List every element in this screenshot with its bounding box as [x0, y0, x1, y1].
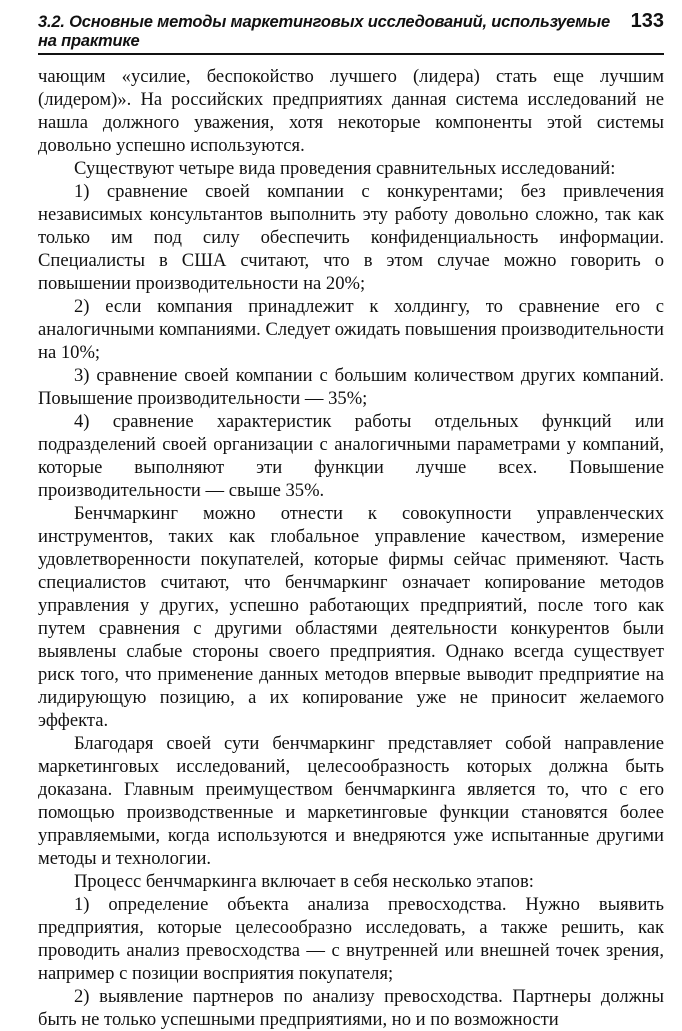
list-item-1: 1) сравнение своей компании с конкурентами; без привлечения независимых консультантов выполнить эту работу довольно сложно, так как только им под силу обеспечить конфиденциальность информации. Специалисты в США считают, что в этом случае можно говорить о повышении производительности на 20%; — [38, 181, 664, 294]
section-title: 3.2. Основные методы маркетинговых исследований, используемые на практике — [38, 13, 610, 50]
paragraph-benchmarking-essence: Благодаря своей сути бенчмаркинг представляет собой направление маркетинговых исследований, целесообразность которых должна быть доказана. Главным преимуществом бенчмаркинга является то, что с его помощью производственные и маркетинговые функции становятся более управляемыми, когда используются и внедряются уже испытанные другими методы и технологии. — [38, 733, 664, 869]
list-item-3: 3) сравнение своей компании с большим количеством других компаний. Повышение производительности — 35%; — [38, 365, 664, 409]
paragraph-continued: чающим «усилие, беспокойство лучшего (лидера) стать еще лучшим (лидером)». На российских предприятиях данная система исследований не нашла должного уважения, хотя некоторые компоненты этой системы довольно успешно используются. — [38, 66, 664, 156]
stage-item-2: 2) выявление партнеров по анализу превосходства. Партнеры должны быть не только успешными предприятиями, но и по возможности — [38, 986, 664, 1030]
paragraph-intro-types: Существуют четыре вида проведения сравнительных исследований: — [74, 158, 616, 179]
paragraph-process-intro: Процесс бенчмаркинга включает в себя несколько этапов: — [74, 871, 534, 892]
paragraph-benchmarking-tools: Бенчмаркинг можно отнести к совокупности управленческих инструментов, таких как глобальное управление качеством, измерение удовлетворенности покупателей, которые фирмы сейчас применяют. Часть специалистов считают, что бенчмаркинг означает копирование методов управления у других, успешно работающих предприятий, после того как путем сравнения с другими областями деятельности конкурентов были выявлены слабые стороны своего предприятия. Однако всегда существует риск того, что применение данных методов впервые выводит предприятие на лидирующую позицию, а их копирование уже не приносит желаемого эффекта. — [38, 503, 664, 731]
stage-item-1: 1) определение объекта анализа превосходства. Нужно выявить предприятия, которые целесообразно исследовать, а также решить, как проводить анализ превосходства — с внутренней или внешней точек зрения, например с позиции восприятия покупателя; — [38, 894, 664, 984]
running-head — [38, 10, 664, 55]
list-item-4: 4) сравнение характеристик работы отдельных функций или подразделений своей организации с аналогичными параметрами у компаний, которые выполняют эти функции лучше всех. Повышение производительности — свыше 35%. — [38, 411, 664, 501]
page-number: 133 — [630, 10, 664, 32]
body-text — [38, 65, 664, 1031]
list-item-2: 2) если компания принадлежит к холдингу, то сравнение его с аналогичными компаниями. Следует ожидать повышения производительности на 10%; — [38, 296, 664, 363]
